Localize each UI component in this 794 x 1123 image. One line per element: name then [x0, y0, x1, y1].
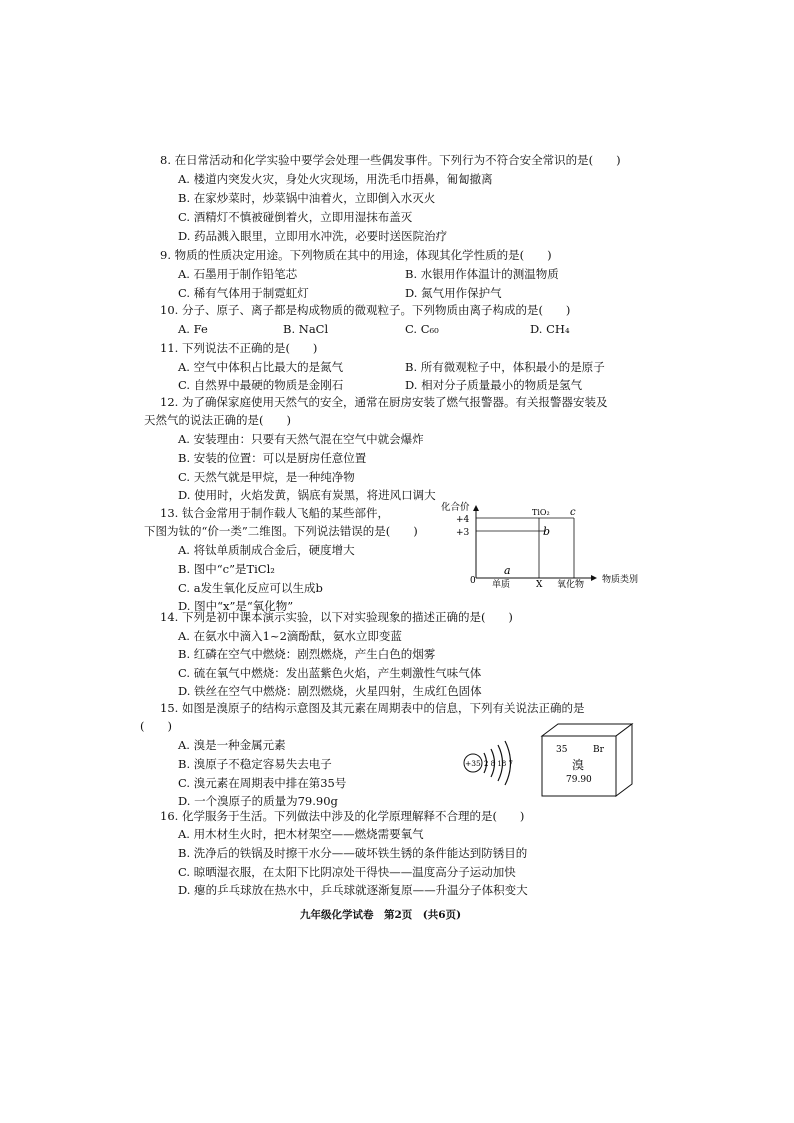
q13-option-c: C. a发生氧化反应可以生成b — [178, 581, 323, 595]
q15-option-b: B. 溴原子不稳定容易失去电子 — [178, 757, 332, 771]
x-tick-x: X — [536, 580, 543, 590]
q11-option-b: B. 所有微观粒子中，体积最小的是原子 — [405, 360, 605, 374]
q9-stem: 9. 物质的性质决定用途。下列物质在其中的用途，体现其化学性质的是( ) — [160, 248, 552, 262]
q14-option-a: A. 在氨水中滴入1~2滴酚酞，氨水立即变蓝 — [178, 629, 402, 643]
q16-option-b: B. 洗净后的铁锅及时擦干水分——破坏铁生锈的条件能达到防锈目的 — [178, 846, 528, 860]
q10-option-a: A. Fe — [178, 322, 208, 336]
x-tick-oxide: 氧化物 — [557, 580, 585, 590]
q15-option-c: C. 溴元素在周期表中排在第35号 — [178, 776, 347, 790]
y-tick-plus3: +3 — [456, 528, 470, 538]
cell-side-face — [616, 724, 632, 796]
q11-stem: 11. 下列说法不正确的是( ) — [160, 341, 318, 355]
q12-option-b: B. 安装的位置：可以是厨房任意位置 — [178, 451, 367, 465]
y-tick-plus4: +4 — [456, 515, 470, 525]
q12-stem-line2: 天然气的说法正确的是( ) — [144, 413, 291, 427]
electron-counts: 2 8 18 7 — [484, 760, 513, 768]
q16-option-c: C. 晾晒湿衣服，在太阳下比阴凉处干得快——温度高分子运动加快 — [178, 865, 516, 879]
element-name: 溴 — [572, 758, 585, 772]
q8-option-c: C. 酒精灯不慎被碰倒着火，立即用湿抹布盖灭 — [178, 210, 413, 224]
q11-option-c: C. 自然界中最硬的物质是金刚石 — [178, 378, 344, 392]
q12-option-c: C. 天然气就是甲烷，是一种纯净物 — [178, 470, 355, 484]
point-a-label: a — [504, 564, 511, 577]
q10-option-c: C. C₆₀ — [405, 322, 439, 336]
q13-option-a: A. 将钛单质制成合金后，硬度增大 — [178, 543, 355, 557]
q10-stem: 10. 分子、原子、离子都是构成物质的微观粒子。下列物质由离子构成的是( ) — [160, 303, 571, 317]
q10-option-d: D. CH₄ — [530, 322, 570, 336]
q15-option-d: D. 一个溴原子的质量为79.90g — [178, 794, 338, 808]
atomic-mass: 79.90 — [566, 775, 592, 785]
q9-option-d: D. 氮气用作保护气 — [405, 286, 502, 300]
x-axis-title: 物质类别 — [602, 575, 639, 585]
q16-stem: 16. 化学服务于生活。下列做法中涉及的化学原理解释不合理的是( ) — [160, 809, 525, 823]
x-tick-element: 单质 — [492, 580, 511, 590]
origin-label: 0 — [470, 576, 476, 586]
bromine-element-cell — [538, 720, 638, 800]
q14-option-c: C. 硫在氧气中燃烧：发出蓝紫色火焰，产生刺激性气味气体 — [178, 666, 482, 680]
q9-option-b: B. 水银用作体温计的测温物质 — [405, 267, 559, 281]
q11-option-d: D. 相对分子质量最小的物质是氢气 — [405, 378, 583, 392]
valence-class-diagram — [436, 496, 676, 596]
q15-stem-line2: ( ) — [140, 719, 172, 733]
tio2-label: TiO₂ — [532, 508, 550, 517]
q13-option-b: B. 图中“c”是TiCl₂ — [178, 562, 275, 576]
q9-option-c: C. 稀有气体用于制霓虹灯 — [178, 286, 309, 300]
q14-option-b: B. 红磷在空气中燃烧：剧烈燃烧，产生白色的烟雾 — [178, 647, 436, 661]
bromine-atom-diagram — [460, 736, 530, 788]
nucleus-charge: +35 — [465, 759, 481, 768]
q14-option-d: D. 铁丝在空气中燃烧：剧烈燃烧，火星四射，生成红色固体 — [178, 684, 482, 698]
q15-stem-line1: 15. 如图是溴原子的结构示意图及其元素在周期表中的信息，下列有关说法正确的是 — [160, 701, 585, 715]
q15-option-a: A. 溴是一种金属元素 — [178, 738, 286, 752]
atomic-number: 35 — [556, 745, 568, 755]
y-axis-title: 化合价 — [441, 502, 470, 513]
q16-option-a: A. 用木材生火时，把木材架空——燃烧需要氧气 — [178, 827, 424, 841]
q12-option-d: D. 使用时，火焰发黄，锅底有炭黑，将进风口调大 — [178, 488, 436, 502]
q13-stem-line1: 13. 钛合金常用于制作载人飞船的某些部件， — [160, 506, 389, 520]
q8-option-a: A. 楼道内突发火灾，身处火灾现场，用洗毛巾捂鼻，匍匐撤离 — [178, 172, 493, 186]
q14-stem: 14. 下列是初中课本演示实验，以下对实验现象的描述正确的是( ) — [160, 610, 513, 624]
point-b-label: b — [543, 525, 551, 538]
q10-option-b: B. NaCl — [283, 322, 329, 336]
q8-option-d: D. 药品溅入眼里，立即用水冲洗，必要时送医院治疗 — [178, 229, 448, 243]
q11-option-a: A. 空气中体积占比最大的是氮气 — [178, 360, 344, 374]
q12-stem-line1: 12. 为了确保家庭使用天然气的安全，通常在厨房安装了燃气报警器。有关报警器安装及 — [160, 395, 608, 409]
q13-option-d: D. 图中“x”是“氧化物” — [178, 599, 294, 613]
page-footer: 九年级化学试卷 第2页 (共6页) — [300, 909, 462, 921]
point-c-label: c — [570, 507, 576, 518]
q9-option-a: A. 石墨用于制作铅笔芯 — [178, 267, 298, 281]
element-symbol: Br — [593, 745, 604, 755]
q8-option-b: B. 在家炒菜时，炒菜锅中油着火，立即倒入水灭火 — [178, 191, 436, 205]
q13-stem-line2: 下图为钛的“价一类”二维图。下列说法错误的是( ) — [144, 524, 418, 538]
q12-option-a: A. 安装理由：只要有天然气混在空气中就会爆炸 — [178, 432, 424, 446]
q8-stem: 8. 在日常活动和化学实验中要学会处理一些偶发事件。下列行为不符合安全常识的是( ) — [160, 153, 621, 167]
q16-option-d: D. 瘪的乒乓球放在热水中，乒乓球就逐渐复原——升温分子体积变大 — [178, 883, 528, 897]
